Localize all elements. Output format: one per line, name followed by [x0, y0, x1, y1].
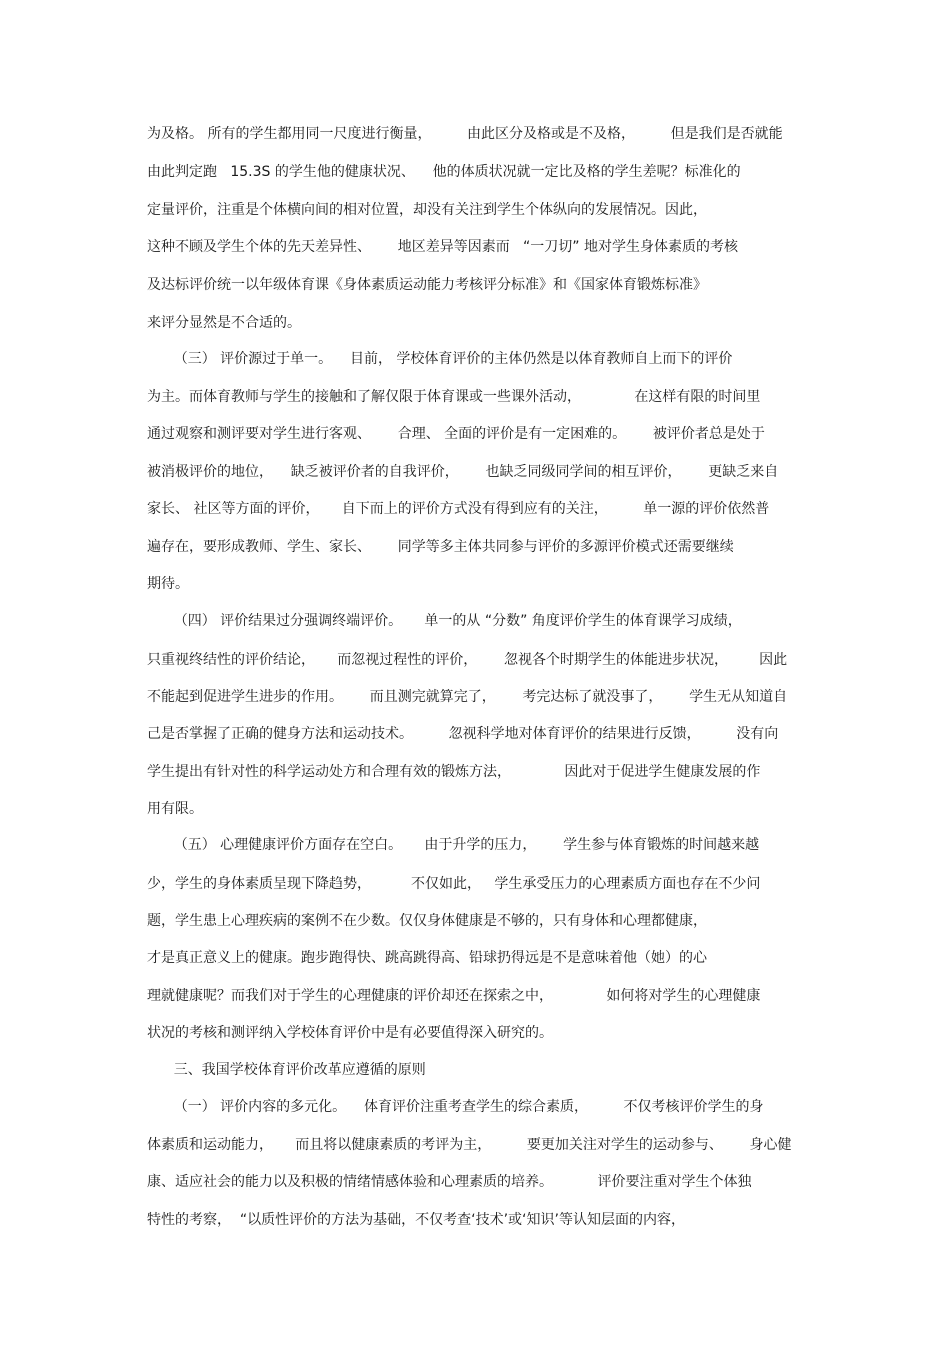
section-heading: 三、我国学校体育评价改革应遵循的原则 — [147, 1062, 426, 1078]
text-line: 己是否掌握了正确的健身方法和运动技术。 忽视科学地对体育评价的结果进行反馈， 没有向 — [147, 726, 779, 742]
text-line: 来评分显然是不合适的。 — [147, 315, 301, 331]
text-line: 只重视终结性的评价结论， 而忽视过程性的评价， 忽视各个时期学生的体能进步状况， 因此 — [147, 652, 788, 668]
text-line: 用有限。 — [147, 801, 203, 817]
text-line: 定量评价，注重是个体横向间的相对位置，却没有关注到学生个体纵向的发展情况。因此， — [147, 202, 707, 218]
text-line: 通过观察和测评要对学生进行客观、 合理、 全面的评价是有一定困难的。 被评价者总是处于 — [147, 426, 765, 442]
text-line: 题，学生患上心理疾病的案例不在少数。仅仅身体健康是不够的，只有身体和心理都健康， — [147, 913, 707, 929]
text-line: 特性的考察， “以质性评价的方法为基础，不仅考查‘技术’或‘知识’等认知层面的内容， — [147, 1212, 685, 1228]
text-line: 为主。而体育教师与学生的接触和了解仅限于体育课或一些课外活动， 在这样有限的时间里 — [147, 389, 761, 405]
text-line: 为及格。 所有的学生都用同一尺度进行衡量， 由此区分及格或是不及格， 但是我们是否就能 — [147, 126, 783, 142]
text-line: 及达标评价统一以年级体育课《身体素质运动能力考核评分标准》和《国家体育锻炼标准》 — [147, 277, 707, 293]
text-line: 由此判定跑 15.3S 的学生他的健康状况、 他的体质状况就一定比及格的学生差呢？标准化的 — [147, 164, 741, 180]
text-line: 不能起到促进学生进步的作用。 而且测完就算完了， 考完达标了就没事了， 学生无从知道自 — [147, 689, 788, 705]
text-line: （五） 心理健康评价方面存在空白。 由于升学的压力， 学生参与体育锻炼的时间越来越 — [147, 837, 760, 853]
text-line: 遍存在，要形成教师、学生、家长、 同学等多主体共同参与评价的多源评价模式还需要继续 — [147, 539, 734, 555]
text-line: 体素质和运动能力， 而且将以健康素质的考评为主， 要更加关注对学生的运动参与、 身心健 — [147, 1137, 792, 1153]
text-line: 学生提出有针对性的科学运动处方和合理有效的锻炼方法， 因此对于促进学生健康发展的作 — [147, 764, 761, 780]
text-line: 家长、 社区等方面的评价， 自下而上的评价方式没有得到应有的关注， 单一源的评价依然普 — [147, 501, 770, 517]
text-line: 才是真正意义上的健康。跑步跑得快、跳高跳得高、铅球扔得远是不是意味着他（她）的心 — [147, 950, 707, 966]
text-line: 康、适应社会的能力以及积极的情绪情感体验和心理素质的培养。 评价要注重对学生个体独 — [147, 1174, 752, 1190]
text-line: 少，学生的身体素质呈现下降趋势， 不仅如此， 学生承受压力的心理素质方面也存在不少问 — [147, 876, 761, 892]
text-line: （三） 评价源过于单一。 目前， 学校体育评价的主体仍然是以体育教师自上而下的评价 — [147, 351, 733, 367]
text-line: （四） 评价结果过分强调终端评价。 单一的从 “分数” 角度评价学生的体育课学习成绩， — [147, 613, 742, 629]
text-line: （一） 评价内容的多元化。 体育评价注重考查学生的综合素质， 不仅考核评价学生的身 — [147, 1099, 764, 1115]
text-line: 期待。 — [147, 576, 189, 592]
text-line: 被消极评价的地位， 缺乏被评价者的自我评价， 也缺乏同级同学间的相互评价， 更缺乏来自 — [147, 464, 779, 480]
text-line: 这种不顾及学生个体的先天差异性、 地区差异等因素而 “一刀切” 地对学生身体素质的考核 — [147, 239, 739, 255]
text-line: 理就健康呢？而我们对于学生的心理健康的评价却还在探索之中， 如何将对学生的心理健康 — [147, 988, 761, 1004]
text-line: 状况的考核和测评纳入学校体育评价中是有必要值得深入研究的。 — [147, 1025, 553, 1041]
